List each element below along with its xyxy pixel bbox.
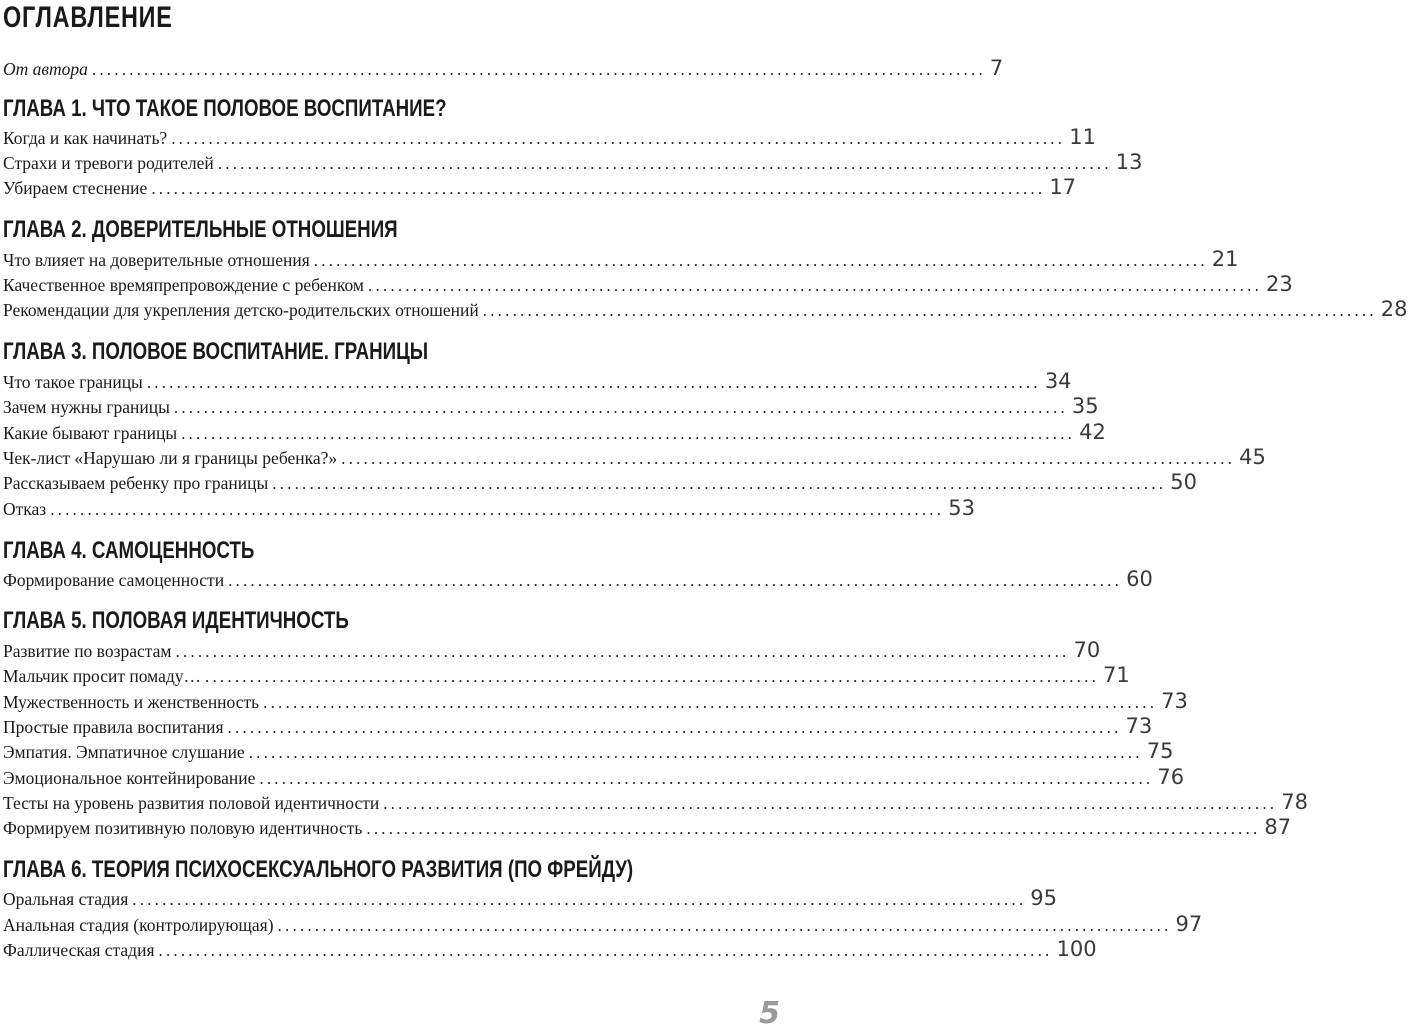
toc-entry[interactable] [3, 739, 1174, 765]
toc-entry[interactable] [3, 689, 1188, 715]
entry-page-number: 11 [1069, 125, 1096, 149]
chapter-3-heading: ГЛАВА 3. ПОЛОВОЕ ВОСПИТАНИЕ. ГРАНИЦЫ [3, 338, 429, 365]
chapter-1-heading: ГЛАВА 1. ЧТО ТАКОЕ ПОЛОВОЕ ВОСПИТАНИЕ? [3, 95, 447, 122]
dot-leader: ........................................................................................................................ [91, 60, 986, 79]
dot-leader: ........................................................................................................................ [341, 449, 1236, 468]
dot-leader: ........................................................................................................................ [383, 794, 1278, 813]
entry-page-number: 71 [1103, 663, 1130, 687]
dot-leader: ........................................................................................................................ [158, 941, 1053, 960]
entry-page-number: 35 [1071, 394, 1099, 418]
dot-leader: ........................................................................................................................ [366, 819, 1261, 838]
entry-label: Рекомендации для укрепления детско-родительских отношений [3, 300, 479, 320]
entry-label: Зачем нужны границы [3, 397, 170, 417]
dot-leader: ........................................................................................................................ [227, 718, 1122, 737]
entry-label: Мальчик просит помаду… [3, 666, 202, 686]
toc-entry[interactable] [3, 765, 1185, 791]
entry-page-number: 73 [1161, 689, 1188, 713]
toc-entry[interactable] [3, 886, 1058, 912]
toc-entry[interactable] [3, 369, 1072, 395]
page-title: ОГЛАВЛЕНИЕ [3, 1, 173, 34]
entry-page-number: 50 [1170, 470, 1197, 494]
toc-entry-preface[interactable] [3, 56, 1004, 82]
toc-entry[interactable] [3, 496, 975, 522]
dot-leader: ........................................................................................................................ [277, 916, 1172, 935]
dot-leader: ........................................................................................................................ [482, 301, 1377, 320]
entry-label: Чек-лист «Нарушаю ли я границы ребенка?» [3, 448, 338, 468]
toc-entry[interactable] [3, 790, 1308, 816]
toc-entry[interactable] [3, 175, 1077, 201]
entry-page-number: 75 [1146, 739, 1174, 763]
toc-entry[interactable] [3, 663, 1130, 689]
entry-label: Простые правила воспитания [3, 717, 224, 737]
toc-entry[interactable] [3, 912, 1203, 938]
dot-leader: ........................................................................................................................ [313, 251, 1208, 270]
entry-page-number: 17 [1049, 175, 1077, 199]
entry-label: Развитие по возрастам [3, 641, 172, 661]
entry-page-number: 100 [1056, 937, 1097, 961]
entry-label: Формируем позитивную половую идентичность [3, 818, 363, 838]
entry-label: Анальная стадия (контролирующая) [3, 915, 274, 935]
entry-label: Качественное времяпрепровождение с ребенком [3, 275, 365, 295]
toc-entry[interactable] [3, 470, 1197, 496]
entry-page-number: 53 [948, 496, 975, 520]
entry-page-number: 87 [1264, 815, 1292, 839]
entry-page-number: 42 [1079, 420, 1106, 444]
entry-page-number: 34 [1044, 369, 1072, 393]
toc-entry[interactable] [3, 638, 1101, 664]
toc-entry[interactable] [3, 567, 1153, 593]
dot-leader: ........................................................................................................................ [217, 154, 1112, 173]
dot-leader: ........................................................................................................................ [263, 693, 1158, 712]
toc-entry[interactable] [3, 420, 1106, 446]
entry-page-number: 73 [1125, 714, 1153, 738]
dot-leader: ........................................................................................................................ [132, 890, 1027, 909]
page-number-folio: 5 [759, 996, 780, 1031]
entry-page-number: 95 [1030, 886, 1058, 910]
entry-label: Убираем стеснение [3, 178, 148, 198]
entry-page-number: 97 [1175, 912, 1203, 936]
entry-label: Фаллическая стадия [3, 940, 155, 960]
chapter-2-heading: ГЛАВА 2. ДОВЕРИТЕЛЬНЫЕ ОТНОШЕНИЯ [3, 216, 398, 243]
toc-entry[interactable] [3, 297, 1408, 323]
entry-page-number: 45 [1239, 445, 1266, 469]
dot-leader: ........................................................................................................................ [146, 373, 1041, 392]
entry-label: Какие бывают границы [3, 423, 178, 443]
entry-label: Страхи и тревоги родителей [3, 153, 214, 173]
dot-leader: ........................................................................................................................ [151, 179, 1046, 198]
chapter-5-heading: ГЛАВА 5. ПОЛОВАЯ ИДЕНТИЧНОСТЬ [3, 607, 349, 634]
toc-entry[interactable] [3, 125, 1096, 151]
chapter-4-heading: ГЛАВА 4. САМОЦЕННОСТЬ [3, 537, 255, 564]
dot-leader: ........................................................................................................................ [181, 424, 1076, 443]
entry-label: Рассказываем ребенку про границы [3, 473, 269, 493]
dot-leader: ........................................................................................................................ [175, 642, 1070, 661]
dot-leader: ........................................................................................................................ [173, 398, 1068, 417]
entry-page-number: 60 [1126, 567, 1153, 591]
entry-label: Что такое границы [3, 372, 143, 392]
entry-label: Формирование самоценности [3, 570, 225, 590]
chapter-6-heading: ГЛАВА 6. ТЕОРИЯ ПСИХОСЕКСУАЛЬНОГО РАЗВИТИЯ (ПО ФРЕЙДУ) [3, 856, 634, 883]
entry-label: Что влияет на доверительные отношения [3, 250, 310, 270]
entry-page-number: 76 [1157, 765, 1185, 789]
entry-page-number: 28 [1380, 297, 1408, 321]
dot-leader: ........................................................................................................................ [248, 743, 1143, 762]
toc-entry[interactable] [3, 937, 1097, 963]
toc-entry[interactable] [3, 272, 1293, 298]
toc-entry[interactable] [3, 445, 1266, 471]
toc-entry[interactable] [3, 150, 1143, 176]
toc-entry[interactable] [3, 714, 1153, 740]
entry-page-number: 70 [1073, 638, 1101, 662]
entry-label: Эмоциональное контейнирование [3, 768, 256, 788]
entry-label: Мужественность и женственность [3, 692, 260, 712]
dot-leader: ........................................................................................................................ [171, 129, 1066, 148]
entry-page-number: 7 [989, 56, 1004, 80]
entry-page-number: 13 [1115, 150, 1143, 174]
entry-page-number: 23 [1266, 272, 1293, 296]
toc-entry[interactable] [3, 394, 1099, 420]
entry-page-number: 78 [1281, 790, 1308, 814]
dot-leader: ........................................................................................................................ [228, 571, 1123, 590]
dot-leader: ........................................................................................................................ [259, 769, 1154, 788]
entry-label: Когда и как начинать? [3, 128, 168, 148]
entry-label: Эмпатия. Эмпатичное слушание [3, 742, 245, 762]
entry-page-number: 21 [1211, 247, 1239, 271]
entry-label: От автора [3, 59, 88, 79]
dot-leader: ........................................................................................................................ [205, 667, 1100, 686]
dot-leader: ........................................................................................................................ [368, 276, 1263, 295]
toc-entry[interactable] [3, 815, 1292, 841]
entry-label: Тесты на уровень развития половой идентичности [3, 793, 380, 813]
dot-leader: ........................................................................................................................ [50, 500, 945, 519]
entry-label: Оральная стадия [3, 889, 129, 909]
dot-leader: ........................................................................................................................ [272, 474, 1167, 493]
toc-entry[interactable] [3, 247, 1239, 273]
entry-label: Отказ [3, 499, 47, 519]
